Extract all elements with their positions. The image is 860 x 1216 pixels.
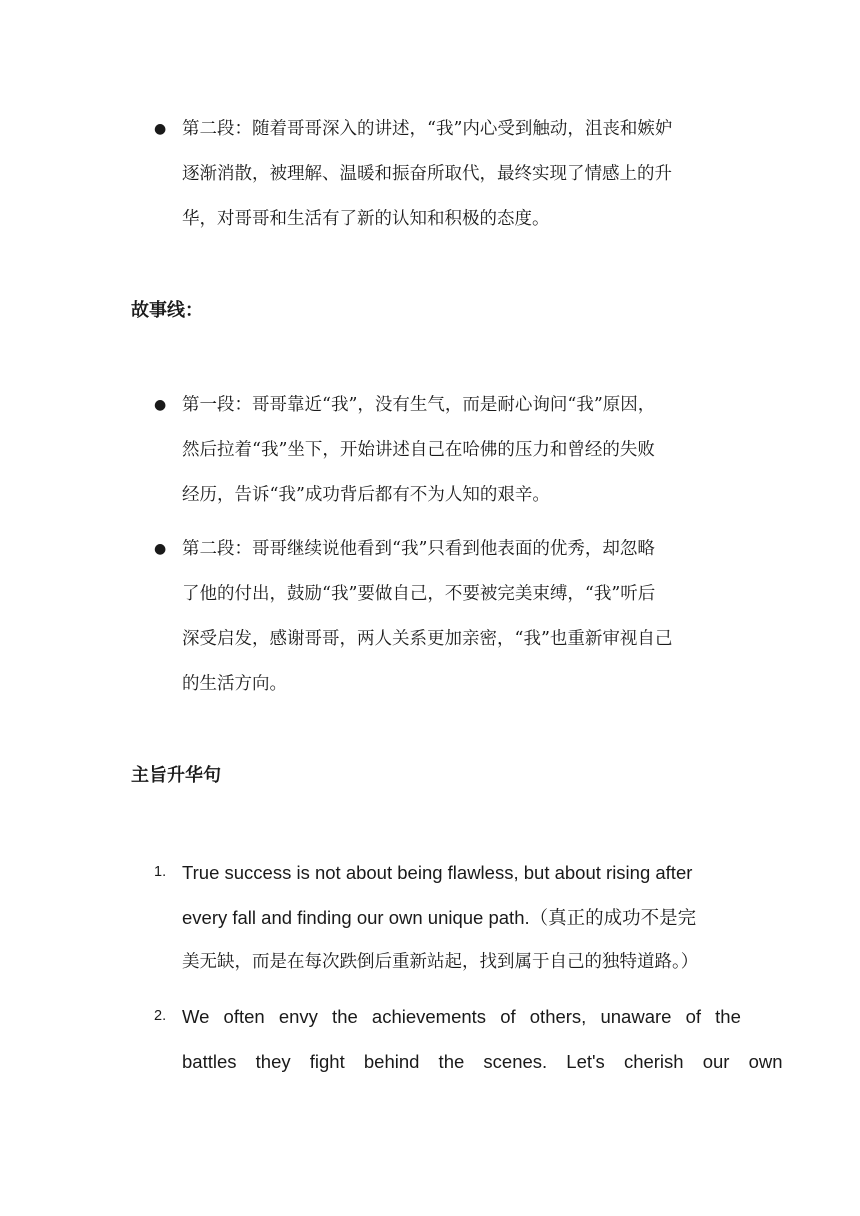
- list-number: 2.: [154, 1008, 167, 1024]
- section-heading-theme: 主旨升华句: [131, 765, 221, 786]
- list-item: [182, 383, 733, 518]
- bullet-marker: ●: [154, 397, 167, 413]
- text-line: 经历，告诉“我”成功背后都有不为人知的艰辛。: [182, 485, 550, 505]
- list-number: 1.: [154, 864, 167, 880]
- section-heading-storyline: 故事线：: [131, 300, 203, 321]
- bullet-marker: ●: [154, 121, 167, 137]
- text-line: every fall and finding our own unique path.（真正的成功不是完: [182, 907, 697, 928]
- bullet-marker: ●: [154, 541, 167, 557]
- list-item: [182, 527, 733, 707]
- list-item: [182, 850, 733, 985]
- text-line: 第一段：哥哥靠近“我”，没有生气，而是耐心询问“我”原因，: [182, 395, 656, 415]
- list-item: [182, 994, 783, 1084]
- text-line: 的生活方向。: [182, 674, 287, 694]
- text-line: True success is not about being flawless, but about rising after: [182, 862, 693, 883]
- text-line: 华，对哥哥和生活有了新的认知和积极的态度。: [182, 209, 550, 229]
- text-line: battles they fight behind the scenes. Let's cherish our own: [182, 1051, 783, 1072]
- list-item: [182, 107, 733, 242]
- text-line: 了他的付出，鼓励“我”要做自己，不要被完美束缚，“我”听后: [182, 584, 656, 604]
- text-line: 然后拉着“我”坐下，开始讲述自己在哈佛的压力和曾经的失败: [182, 440, 655, 460]
- text-line: We often envy the achievements of others, unaware of the: [182, 1006, 741, 1027]
- text-line: 第二段：随着哥哥深入的讲述，“我”内心受到触动，沮丧和嫉妒: [182, 119, 673, 139]
- text-line: 逐渐消散，被理解、温暖和振奋所取代，最终实现了情感上的升: [182, 164, 672, 184]
- text-line: 美无缺，而是在每次跌倒后重新站起，找到属于自己的独特道路。）: [182, 952, 699, 972]
- text-line: 第二段：哥哥继续说他看到“我”只看到他表面的优秀，却忽略: [182, 539, 655, 559]
- text-line: 深受启发，感谢哥哥，两人关系更加亲密，“我”也重新审视自己: [182, 629, 673, 649]
